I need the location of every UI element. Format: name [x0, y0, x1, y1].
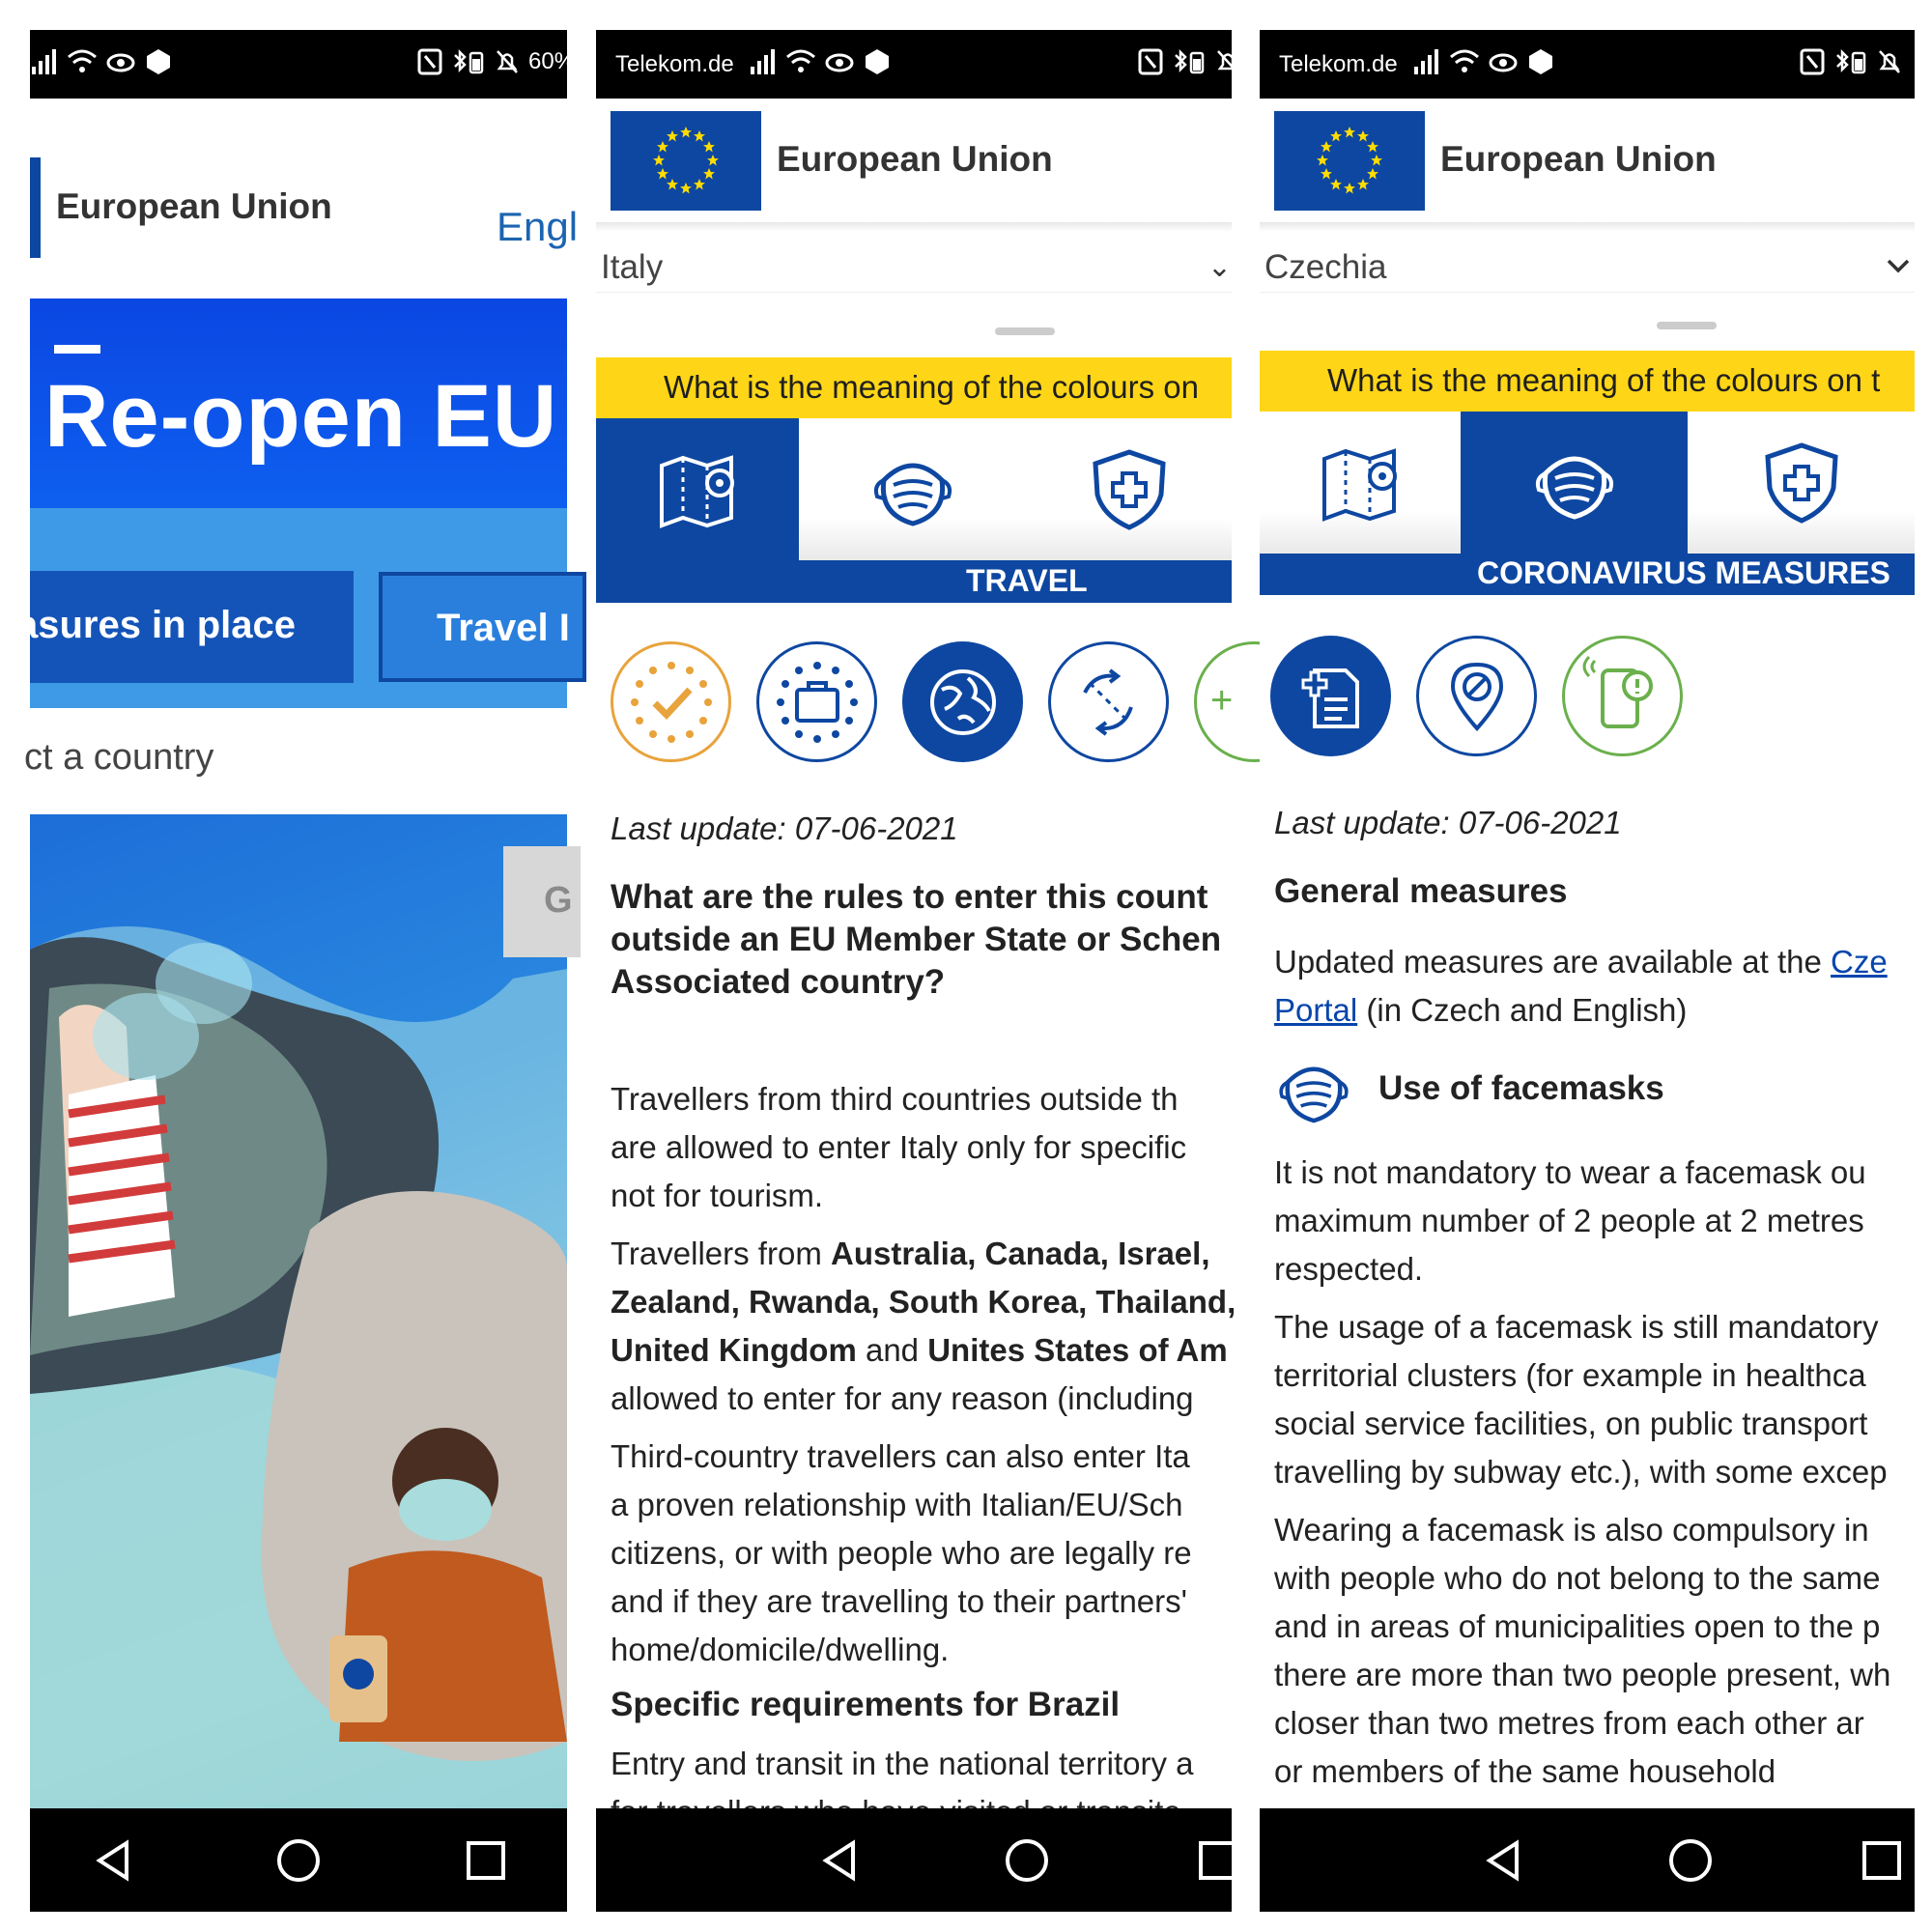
paragraph-line: and in areas of municipalities open to the p	[1274, 1608, 1881, 1644]
shield-cross-icon	[1086, 446, 1173, 533]
entry-rules-question	[611, 876, 1236, 1004]
facemask-icon	[1531, 440, 1618, 526]
nfc-icon	[1799, 47, 1826, 76]
hero-banner	[30, 298, 567, 508]
chevron-down-icon	[1886, 256, 1911, 275]
tab-health-services[interactable]	[1688, 412, 1915, 554]
tab-health-services[interactable]	[1026, 418, 1232, 560]
shield-app-icon	[863, 47, 892, 76]
app-header	[1260, 99, 1915, 224]
phone-alert-icon	[1570, 643, 1676, 750]
status-bar	[30, 30, 576, 99]
app-title: European Union	[1440, 139, 1717, 179]
paragraph-text: Travellers from	[611, 1236, 831, 1271]
nfc-icon	[1137, 47, 1164, 76]
mute-bell-icon	[1876, 47, 1903, 76]
paragraph-text: and	[856, 1332, 928, 1368]
phone-screen-italy	[596, 30, 1236, 1912]
country-list-bold: Zealand, Rwanda, South Korea, Thailand,	[611, 1284, 1236, 1320]
paragraph-line: with people who do not belong to the same	[1274, 1560, 1881, 1596]
country-selected-value: Czechia	[1264, 248, 1387, 286]
carrier-name: Telekom.de	[1279, 51, 1398, 77]
general-measures-heading: General measures	[1274, 872, 1568, 910]
paragraph-line: Travellers from third countries outside th	[611, 1081, 1179, 1117]
location-forbidden-icon	[1424, 643, 1530, 750]
shield-app-icon	[1526, 47, 1555, 76]
eu-flag-logo	[1274, 111, 1425, 211]
country-dropdown[interactable]	[596, 235, 1232, 293]
paragraph-line: The usage of a facemask is still mandatory	[1274, 1309, 1879, 1345]
back-nav-icon[interactable]	[816, 1835, 867, 1886]
header-shadow	[596, 222, 1232, 232]
paragraph-facemask-outdoor	[1274, 1149, 1890, 1293]
paragraph-line-cut: or members of the same household	[1274, 1753, 1776, 1789]
nfc-icon	[416, 47, 443, 76]
paragraph-line: maximum number of 2 people at 2 metres	[1274, 1203, 1864, 1238]
language-selector[interactable]: Engl	[497, 204, 579, 249]
shield-cross-icon	[1758, 440, 1845, 526]
question-line: What are the rules to enter this count	[611, 878, 1208, 916]
go-button-label: G	[544, 880, 573, 921]
facemask-icon	[869, 446, 956, 533]
circle-eu-checklist[interactable]	[611, 641, 731, 762]
paragraph-line: respected.	[1274, 1251, 1424, 1287]
colours-info-text: What is the meaning of the colours on t	[1327, 362, 1881, 398]
globe-icon	[910, 649, 1016, 755]
measures-content	[1274, 870, 1890, 1805]
paragraph-line: Wearing a facemask is also compulsory in	[1274, 1512, 1869, 1548]
back-nav-icon[interactable]	[1480, 1835, 1530, 1886]
tab-coronavirus-measures[interactable]	[1461, 412, 1688, 554]
medical-document-icon	[1278, 643, 1384, 750]
mute-bell-icon	[1214, 47, 1241, 76]
travellers-photo-illustration	[30, 814, 567, 1808]
category-tabs	[596, 418, 1232, 603]
paragraph-third-countries	[611, 1075, 1236, 1220]
select-country-label[interactable]: ct a country	[24, 737, 214, 778]
circle-eu-travel[interactable]	[756, 641, 877, 762]
transit-arrows-icon	[1056, 649, 1162, 755]
shield-app-icon	[144, 47, 173, 76]
country-list-bold: Unites States of Am	[927, 1332, 1228, 1368]
header-accent-bar	[30, 157, 41, 258]
country-dropdown[interactable]	[1260, 235, 1915, 293]
paragraph-facemask-compulsory	[1274, 1506, 1890, 1796]
paragraph-line: closer than two metres from each other ar	[1274, 1705, 1864, 1741]
android-nav-bar	[596, 1808, 1232, 1912]
map-pin-icon	[654, 446, 741, 533]
last-update: Last update: 07-06-2021	[611, 810, 958, 846]
eu-stars-check-icon	[618, 649, 724, 755]
paragraph-line: not for tourism.	[611, 1178, 824, 1213]
status-icons-left	[30, 47, 173, 76]
paragraph-line: travelling by subway etc.), with some excep	[1274, 1454, 1888, 1490]
status-icons-left	[749, 47, 892, 76]
app-title: European Union	[777, 139, 1053, 179]
tab-travel[interactable]	[596, 418, 799, 560]
measures-in-place-button[interactable]	[15, 571, 354, 683]
travel-content	[611, 876, 1236, 1836]
paragraph-facemask-mandatory	[1274, 1303, 1890, 1496]
paragraph-line: there are more than two people present, wh	[1274, 1657, 1891, 1692]
colours-info-text: What is the meaning of the colours on	[664, 369, 1199, 405]
chevron-down-icon: ⌄	[1207, 251, 1232, 283]
map-pin-icon	[1317, 440, 1404, 526]
battery-percentage: 60%	[528, 48, 576, 74]
go-button[interactable]	[503, 846, 581, 957]
active-tab-label: TRAVEL	[966, 563, 1088, 598]
paragraph-line: home/domicile/dwelling.	[611, 1632, 950, 1667]
circle-general-measures[interactable]	[1270, 636, 1391, 756]
site-title: European Union	[56, 186, 332, 226]
covid-portal-link[interactable]: Cze	[1831, 944, 1888, 980]
paragraph-line: citizens, or with people who are legally re	[611, 1535, 1192, 1571]
active-tab-label: CORONAVIRUS MEASURES	[1477, 555, 1890, 590]
hero-illustration	[30, 814, 573, 1808]
plus-icon: +	[1210, 679, 1234, 722]
android-nav-bar	[1260, 1808, 1915, 1912]
paragraph-line: Entry and transit in the national territory a	[611, 1746, 1194, 1781]
home-nav-icon[interactable]	[1002, 1835, 1052, 1886]
eye-comfort-icon	[824, 47, 855, 76]
facemask-heading: Use of facemasks	[1378, 1069, 1664, 1107]
paragraph-line: are allowed to enter Italy only for specific	[611, 1129, 1187, 1165]
bluetooth-battery-icon	[1833, 47, 1868, 76]
recents-nav-icon[interactable]	[1193, 1835, 1243, 1886]
eye-comfort-icon	[1488, 47, 1519, 76]
signal-icon	[30, 47, 59, 76]
travel-info-button[interactable]	[379, 572, 586, 682]
paragraph-line: a proven relationship with Italian/EU/Sch	[611, 1487, 1183, 1522]
paragraph-line: territorial clusters (for example in healthca	[1274, 1357, 1866, 1393]
circle-non-eu-travel[interactable]	[902, 641, 1023, 762]
country-list-bold: United Kingdom	[611, 1332, 857, 1368]
signal-icon	[1412, 47, 1441, 76]
brazil-subheading: Specific requirements for Brazil	[611, 1686, 1121, 1723]
covid-portal-link[interactable]: Portal	[1274, 992, 1358, 1028]
signal-icon	[749, 47, 778, 76]
facemask-icon	[1274, 1052, 1353, 1129]
status-icons-right	[1137, 47, 1241, 76]
hero-title: Re-open EU	[44, 367, 558, 466]
paragraph-line: It is not mandatory to wear a facemask ou	[1274, 1154, 1866, 1190]
question-line: Associated country?	[611, 963, 946, 1001]
home-nav-icon[interactable]	[1665, 1835, 1716, 1886]
category-tabs	[1260, 412, 1915, 595]
drag-handle[interactable]	[1657, 322, 1717, 329]
question-line: outside an EU Member State or Schen	[611, 921, 1222, 958]
eye-comfort-icon	[105, 47, 136, 76]
paragraph-line: allowed to enter for any reason (including	[611, 1380, 1194, 1416]
wifi-icon	[1449, 47, 1480, 76]
status-icons-right	[1799, 47, 1903, 76]
paragraph-updated-measures	[1274, 938, 1890, 1035]
colours-info-banner[interactable]	[1260, 351, 1915, 412]
carrier-name: Telekom.de	[615, 51, 734, 77]
status-bar	[596, 30, 1232, 99]
phone-screen-home	[15, 30, 579, 1912]
wifi-icon	[67, 47, 98, 76]
paragraph-line: social service facilities, on public transport	[1274, 1406, 1868, 1441]
phone-screen-czechia	[1260, 30, 1915, 1912]
tab-travel[interactable]	[1260, 412, 1461, 554]
status-bar	[1260, 30, 1915, 99]
travel-button-label: Travel I	[437, 607, 570, 649]
paragraph-text: Updated measures are available at the	[1274, 944, 1832, 980]
app-header	[596, 99, 1232, 224]
circle-restrictions[interactable]	[1416, 636, 1537, 756]
last-update: Last update: 07-06-2021	[1274, 805, 1622, 840]
bluetooth-battery-icon	[451, 47, 486, 76]
tab-coronavirus-measures[interactable]	[799, 418, 1026, 560]
paragraph-text: (in Czech and English)	[1357, 992, 1688, 1028]
facemask-section-header	[1274, 1048, 1890, 1149]
country-list-bold: Australia, Canada, Israel,	[830, 1236, 1210, 1271]
circle-tracing-apps[interactable]	[1562, 636, 1683, 756]
recents-nav-icon[interactable]	[461, 1835, 511, 1886]
mute-bell-icon	[494, 47, 521, 76]
status-icons-left	[1412, 47, 1555, 76]
circle-transit[interactable]	[1048, 641, 1169, 762]
eu-stars-suitcase-icon	[764, 649, 870, 755]
country-selected-value: Italy	[601, 248, 664, 286]
paragraph-line: Third-country travellers can also enter Ita	[611, 1438, 1190, 1474]
paragraph-proven-relationship	[611, 1433, 1236, 1674]
paragraph-line: and if they are travelling to their partners'	[611, 1583, 1187, 1619]
header-shadow	[1260, 222, 1915, 232]
hero-dash	[54, 345, 100, 354]
drag-handle[interactable]	[995, 327, 1055, 335]
bluetooth-battery-icon	[1172, 47, 1207, 76]
back-nav-icon[interactable]	[90, 1835, 140, 1886]
eu-flag-logo	[611, 111, 761, 211]
wifi-icon	[785, 47, 816, 76]
paragraph-allowed-countries	[611, 1230, 1236, 1423]
measures-button-label: asures in place	[15, 604, 296, 646]
colours-info-banner[interactable]	[596, 357, 1232, 418]
home-nav-icon[interactable]	[273, 1835, 324, 1886]
android-nav-bar	[30, 1808, 567, 1912]
status-icons-right	[416, 47, 575, 76]
recents-nav-icon[interactable]	[1857, 1835, 1907, 1886]
